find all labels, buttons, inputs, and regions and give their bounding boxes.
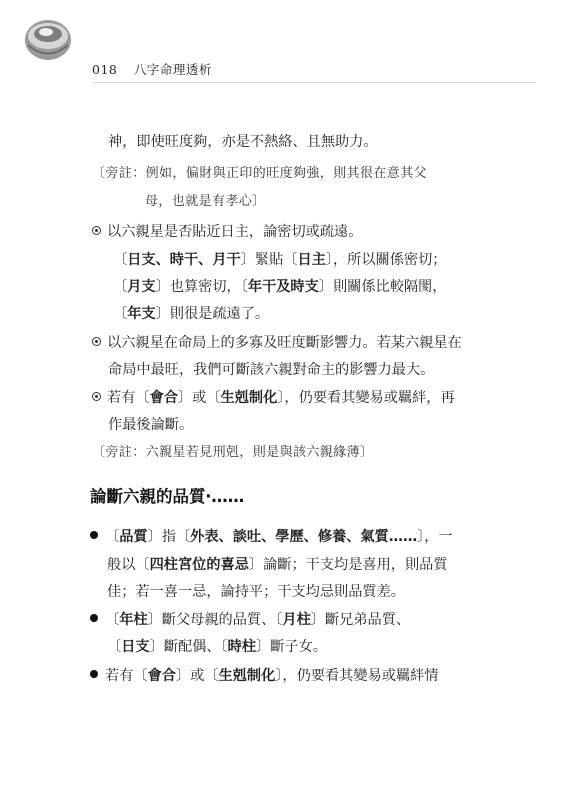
text-segment: 〔: [105, 612, 120, 628]
bold-term: 月支: [127, 279, 156, 295]
book-title: 八字命理透析: [133, 62, 212, 77]
body-line: 作最後論斷。: [108, 417, 194, 433]
text-segment: 〕，仍要看其變易或羈絆情: [275, 668, 439, 684]
side-note-line: 〔旁註：六親星若見刑剋，則是與該六親緣薄〕: [92, 445, 374, 460]
bold-term: 月柱: [282, 612, 311, 628]
text-segment: 〕則關係比較隔閡，: [318, 279, 447, 295]
bullet-text: [105, 668, 438, 684]
bold-term: 外表、談吐、學歷、修養、氣質……: [190, 529, 418, 545]
bullet-text: 以六親星是否貼近日主，論密切或疏遠。: [107, 224, 363, 240]
bold-term: 生剋制化: [220, 390, 278, 406]
text-segment: 〔: [105, 529, 120, 545]
dot-bullet-item: [90, 665, 438, 687]
bold-term: 日支、時干、月干: [127, 252, 241, 268]
dot-bullet-icon: [90, 531, 98, 539]
text-segment: 〔: [113, 279, 128, 295]
rich-line: [107, 636, 327, 658]
body-line: 神，即使旺度夠，亦是不熱絡、且無助力。: [108, 134, 378, 150]
text-segment: 〕指〔: [147, 529, 191, 545]
text-segment: 〕斷兄弟品質、: [310, 612, 411, 628]
ring-bullet-icon: [92, 337, 101, 346]
text-segment: 若有〔: [105, 668, 148, 684]
dot-bullet-item: [90, 526, 453, 548]
ring-bullet-item: [92, 221, 362, 243]
section-heading: 論斷六親的品質‧……: [90, 487, 245, 506]
bullet-text: 以六親星在命局上的多寡及旺度斷影響力。若某六親星在: [107, 335, 462, 351]
body-line: 命局中最旺，我們可斷該六親對命主的影響力最大。: [108, 362, 435, 378]
bullet-text: [105, 612, 410, 628]
bowl-logo-icon: [22, 12, 74, 64]
bold-term: 會合: [149, 390, 178, 406]
bold-term: 品質: [119, 529, 148, 545]
header-rule: [92, 82, 536, 83]
text-segment: 般以〔: [107, 557, 150, 573]
bold-term: 時柱: [227, 639, 257, 655]
text-segment: 〔: [113, 252, 128, 268]
rich-line: [113, 303, 269, 325]
running-header: [92, 60, 212, 78]
bold-term: 四柱宮位的喜忌: [149, 557, 249, 573]
side-note-line: 母，也就是有孝心〕: [145, 194, 266, 209]
dot-bullet-icon: [90, 670, 98, 678]
rich-line: [113, 249, 446, 271]
text-segment: 〕或〔: [177, 390, 221, 406]
rich-line: [107, 554, 448, 576]
body-line: 佳；若一喜一忌，論持平；干支均忌則品質差。: [107, 584, 405, 600]
ring-bullet-icon: [92, 226, 101, 235]
bold-term: 會合: [147, 668, 176, 684]
ring-bullet-icon: [92, 392, 101, 401]
side-note-line: 〔旁註：例如，偏財與正印的旺度夠強，則其很在意其父: [92, 166, 428, 181]
bold-term: 日主: [297, 252, 326, 268]
rich-line: [113, 276, 446, 298]
text-segment: 〕，一: [417, 529, 453, 545]
text-segment: 若有〔: [107, 390, 150, 406]
bullet-text: [105, 529, 453, 545]
ring-bullet-item: [92, 387, 455, 409]
bold-term: 年干及時支: [247, 279, 319, 295]
text-segment: 〕或〔: [175, 668, 219, 684]
text-segment: 〕，仍要看其變易或羈絆，再: [277, 390, 455, 406]
text-segment: 〔: [113, 306, 128, 322]
text-segment: 〕則很是疏遠了。: [155, 306, 270, 322]
text-segment: 〕緊貼〔: [240, 252, 298, 268]
ring-bullet-item: [92, 332, 462, 354]
text-segment: 〕，所以關係密切；: [325, 252, 447, 268]
bullet-text: [107, 390, 455, 406]
bold-term: 年支: [127, 306, 156, 322]
bold-term: 年柱: [119, 612, 148, 628]
text-segment: 〕斷配偶、〔: [149, 639, 228, 655]
text-segment: 〔: [107, 639, 122, 655]
text-segment: 〕論斷；干支均是喜用，則品質: [248, 557, 448, 573]
text-segment: 〕斷父母親的品質、〔: [147, 612, 283, 628]
page-number: 018: [92, 62, 118, 77]
dot-bullet-item: [90, 609, 410, 631]
dot-bullet-icon: [90, 614, 98, 622]
bold-term: 生剋制化: [218, 668, 276, 684]
text-segment: 〕斷子女。: [256, 639, 327, 655]
text-segment: 〕也算密切，〔: [155, 279, 248, 295]
bold-term: 日支: [121, 639, 150, 655]
